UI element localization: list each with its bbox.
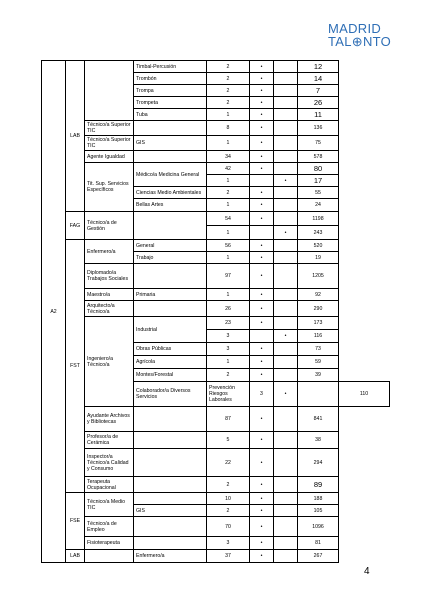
bullet-cell-2 [274, 550, 298, 563]
specialty-cell [134, 449, 207, 477]
specialty-cell: Trombón [134, 73, 207, 85]
bullet-cell-2: • [274, 226, 298, 240]
count-cell: 1 [207, 199, 250, 212]
bullet-cell: • [250, 240, 274, 252]
logo-line-2: TAL⊕NTO [328, 34, 392, 49]
bullet-cell: • [250, 301, 274, 317]
position-title-cell [85, 550, 134, 563]
specialty-cell: Enfermero/a [134, 550, 207, 563]
count-cell: 5 [207, 432, 250, 449]
bullet-cell: • [250, 199, 274, 212]
table-row [42, 264, 390, 289]
count-cell: 1 [207, 136, 250, 151]
bullet-cell-2 [274, 289, 298, 301]
total-cell: 1096 [298, 517, 339, 537]
bullet-cell-2 [274, 356, 298, 369]
position-title-cell: Tit. Sup. Servicios Específicos [85, 163, 134, 212]
bullet-cell: • [250, 121, 274, 136]
bullet-cell-2 [274, 477, 298, 493]
table-row [42, 493, 390, 505]
bullet-cell: • [250, 369, 274, 382]
specialty-cell: Trabajo [134, 252, 207, 264]
specialty-cell: Ciencias Medio Ambientales [134, 187, 207, 199]
bullet-cell-2 [274, 61, 298, 73]
bullet-cell-2 [274, 121, 298, 136]
bullet-cell [250, 226, 274, 240]
bullet-cell: • [250, 505, 274, 517]
table-row [42, 240, 390, 252]
count-cell: 1 [207, 226, 250, 240]
table-row [42, 136, 390, 151]
count-cell: 42 [207, 163, 250, 175]
position-title-cell: Técnico/a de Empleo [85, 517, 134, 537]
table-row [42, 550, 390, 563]
total-cell: 80 [298, 163, 339, 175]
total-cell: 89 [298, 477, 339, 493]
group-a2-cell: A2 [42, 61, 66, 563]
table-row [42, 212, 390, 226]
bullet-cell: • [250, 252, 274, 264]
specialty-cell: Agrícola [134, 356, 207, 369]
count-cell: 3 [207, 343, 250, 356]
total-cell: 578 [298, 151, 339, 163]
specialty-cell: Tuba [134, 109, 207, 121]
bullet-cell-2 [274, 493, 298, 505]
bullet-cell: • [250, 537, 274, 550]
position-title-cell: Ayudante Archivos y Bibliotecas [85, 407, 134, 432]
table-row [42, 407, 390, 432]
bullet-cell [250, 330, 274, 343]
bullet-cell-2 [274, 264, 298, 289]
count-cell: 8 [207, 121, 250, 136]
specialty-cell [134, 537, 207, 550]
count-cell: 26 [207, 301, 250, 317]
table-row [42, 317, 390, 330]
bullet-cell: • [250, 477, 274, 493]
table-row [42, 537, 390, 550]
count-cell: 1 [207, 289, 250, 301]
specialty-cell: Timbal-Percusión [134, 61, 207, 73]
total-cell: 105 [298, 505, 339, 517]
total-cell: 38 [298, 432, 339, 449]
count-cell: 23 [207, 317, 250, 330]
table-row [42, 163, 390, 175]
count-cell: 3 [250, 382, 274, 407]
bullet-cell-2 [274, 136, 298, 151]
specialty-cell: Primaria [134, 289, 207, 301]
count-cell: 37 [207, 550, 250, 563]
specialty-cell: GIS [134, 505, 207, 517]
specialty-cell: Médico/a Medicina General [134, 163, 207, 187]
specialty-cell [134, 151, 207, 163]
specialty-cell: Industrial [134, 317, 207, 343]
bullet-cell-2 [274, 343, 298, 356]
bullet-cell [250, 175, 274, 187]
count-cell: 22 [207, 449, 250, 477]
total-cell: 520 [298, 240, 339, 252]
bullet-cell-2: • [274, 175, 298, 187]
total-cell: 55 [298, 187, 339, 199]
bullet-cell-2 [274, 505, 298, 517]
bullet-cell-2 [298, 382, 339, 407]
specialty-cell [134, 301, 207, 317]
position-title-cell: Agente Igualdad [85, 151, 134, 163]
specialty-cell: Bellas Artes [134, 199, 207, 212]
total-cell: 7 [298, 85, 339, 97]
count-cell: 54 [207, 212, 250, 226]
bullet-cell: • [250, 432, 274, 449]
specialty-cell: Montes/Forestal [134, 369, 207, 382]
bullet-cell: • [250, 97, 274, 109]
count-cell: 3 [207, 330, 250, 343]
bullet-cell: • [250, 187, 274, 199]
count-cell: 97 [207, 264, 250, 289]
total-cell: 290 [298, 301, 339, 317]
bullet-cell: • [250, 449, 274, 477]
position-title-cell: Técnico/a Medio TIC [85, 493, 134, 517]
table-row [42, 151, 390, 163]
table-row [42, 449, 390, 477]
bullet-cell-2 [274, 85, 298, 97]
count-cell: 1 [207, 175, 250, 187]
positions-table [41, 60, 390, 563]
bullet-cell: • [250, 289, 274, 301]
specialty-cell: Trompeta [134, 97, 207, 109]
total-cell: 173 [298, 317, 339, 330]
bullet-cell: • [250, 343, 274, 356]
total-cell: 116 [298, 330, 339, 343]
position-title-cell: Maestro/a [85, 289, 134, 301]
specialty-cell [134, 407, 207, 432]
total-cell: 39 [298, 369, 339, 382]
category-fst-cell: FST [66, 240, 85, 493]
bullet-cell: • [250, 61, 274, 73]
count-cell: 1 [207, 356, 250, 369]
position-title-cell: Arquitecto/a Técnico/a [85, 301, 134, 317]
bullet-cell: • [250, 407, 274, 432]
bullet-cell-2 [274, 73, 298, 85]
page-number: 4 [364, 566, 370, 577]
total-cell: 12 [298, 61, 339, 73]
bullet-cell-2 [274, 240, 298, 252]
bullet-cell: • [250, 212, 274, 226]
specialty-cell [134, 212, 207, 240]
count-cell: 87 [207, 407, 250, 432]
total-cell: 24 [298, 199, 339, 212]
bullet-cell: • [250, 317, 274, 330]
bullet-cell-2 [274, 517, 298, 537]
position-title-cell: Diplomado/a Trabajos Sociales [85, 264, 134, 289]
total-cell: 110 [339, 382, 390, 407]
position-title-cell: Enfermero/a [85, 240, 134, 264]
total-cell: 92 [298, 289, 339, 301]
madrid-talento-logo [328, 22, 398, 52]
total-cell: 81 [298, 537, 339, 550]
bullet-cell: • [250, 163, 274, 175]
count-cell: 2 [207, 85, 250, 97]
bullet-cell: • [250, 517, 274, 537]
category-lab-cell: LAB [66, 61, 85, 212]
total-cell: 294 [298, 449, 339, 477]
table-row [42, 121, 390, 136]
bullet-cell: • [274, 382, 298, 407]
logo-line-1: MADRID [328, 21, 382, 36]
position-title-cell: Profesor/a de Cerámica [85, 432, 134, 449]
count-cell: 70 [207, 517, 250, 537]
total-cell: 136 [298, 121, 339, 136]
specialty-cell [134, 477, 207, 493]
count-cell: 2 [207, 369, 250, 382]
count-cell: 2 [207, 73, 250, 85]
category-fse-cell: FSE [66, 493, 85, 550]
position-title-cell: Inspector/a Técnico/a Calidad y Consumo [85, 449, 134, 477]
bullet-cell-2 [274, 432, 298, 449]
count-cell: 1 [207, 109, 250, 121]
bullet-cell-2 [274, 151, 298, 163]
specialty-cell [134, 432, 207, 449]
count-cell: 56 [207, 240, 250, 252]
bullet-cell-2 [274, 537, 298, 550]
total-cell: 26 [298, 97, 339, 109]
bullet-cell: • [250, 151, 274, 163]
bullet-cell-2 [274, 301, 298, 317]
count-cell: 2 [207, 61, 250, 73]
bullet-cell-2 [274, 163, 298, 175]
total-cell: 75 [298, 136, 339, 151]
table-row [42, 301, 390, 317]
bullet-cell: • [250, 85, 274, 97]
bullet-cell: • [250, 493, 274, 505]
specialty-cell: Trompa [134, 85, 207, 97]
bullet-cell-2 [274, 199, 298, 212]
bullet-cell-2 [274, 252, 298, 264]
count-cell: 3 [207, 537, 250, 550]
count-cell: 2 [207, 505, 250, 517]
bullet-cell-2 [274, 187, 298, 199]
table-row [42, 517, 390, 537]
bullet-cell: • [250, 356, 274, 369]
bullet-cell: • [250, 550, 274, 563]
table-row [42, 477, 390, 493]
bullet-cell: • [250, 264, 274, 289]
total-cell: 59 [298, 356, 339, 369]
total-cell: 14 [298, 73, 339, 85]
specialty-cell: GIS [134, 136, 207, 151]
position-title-cell: Técnico/a Superior TIC [85, 121, 134, 136]
total-cell: 19 [298, 252, 339, 264]
bullet-cell-2 [274, 449, 298, 477]
position-title-cell: Técnico/a Superior TIC [85, 136, 134, 151]
total-cell: 11 [298, 109, 339, 121]
bullet-cell: • [250, 73, 274, 85]
bullet-cell-2 [274, 212, 298, 226]
total-cell: 17 [298, 175, 339, 187]
specialty-cell [134, 517, 207, 537]
specialty-cell: Prevención Riesgos Laborales [207, 382, 250, 407]
specialty-cell [134, 264, 207, 289]
count-cell: 10 [207, 493, 250, 505]
specialty-cell: General [134, 240, 207, 252]
count-cell: 2 [207, 97, 250, 109]
specialty-cell: Obras Públicas [134, 343, 207, 356]
total-cell: 188 [298, 493, 339, 505]
category-fag-cell: FAG [66, 212, 85, 240]
total-cell: 267 [298, 550, 339, 563]
total-cell: 73 [298, 343, 339, 356]
table-row [42, 61, 390, 73]
bullet-cell-2: • [274, 330, 298, 343]
table-row [42, 289, 390, 301]
total-cell: 841 [298, 407, 339, 432]
position-title-cell: Terapeuta Ocupacional [85, 477, 134, 493]
total-cell: 1198 [298, 212, 339, 226]
count-cell: 2 [207, 187, 250, 199]
bullet-cell-2 [274, 317, 298, 330]
total-cell: 1205 [298, 264, 339, 289]
count-cell: 34 [207, 151, 250, 163]
specialty-cell [134, 493, 207, 505]
bullet-cell: • [250, 109, 274, 121]
bullet-cell-2 [274, 109, 298, 121]
position-title-cell: Técnico/a de Gestión [85, 212, 134, 240]
position-title-cell: Ingeniero/a Técnico/a [85, 317, 134, 407]
position-title-cell: Colaborador/a Diversos Servicios [134, 382, 207, 407]
bullet-cell-2 [274, 407, 298, 432]
total-cell: 243 [298, 226, 339, 240]
position-title-cell: Fisioterapeuta [85, 537, 134, 550]
count-cell: 2 [207, 477, 250, 493]
table-row [42, 432, 390, 449]
count-cell: 1 [207, 252, 250, 264]
bullet-cell-2 [274, 97, 298, 109]
bullet-cell-2 [274, 369, 298, 382]
specialty-cell [134, 121, 207, 136]
category-lab-2-cell: LAB [66, 550, 85, 563]
bullet-cell: • [250, 136, 274, 151]
